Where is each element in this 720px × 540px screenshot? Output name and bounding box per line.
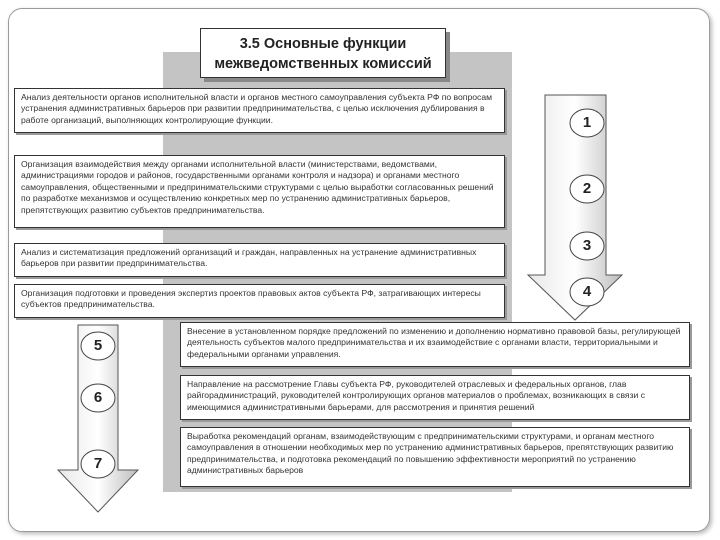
- number-3: 3: [582, 237, 592, 254]
- function-box-5: Внесение в установленном порядке предложений по изменению и дополнению нормативно правовой базы, регулирующей деятельность субъектов малого предпринимательства и их взаимодействие с органами власти, территориальными и федеральными органами управления.: [180, 322, 690, 367]
- number-6: 6: [93, 389, 103, 406]
- number-4: 4: [582, 283, 592, 300]
- function-box-7: Выработка рекомендаций органам, взаимодействующим с предпринимательскими структурами, и органам местного самоуправления в отношении необходимых мер по устранению административных барьеров, препятствующих развитию предпринимательства, и подготовка рекомендаций по повышению эффективности мероприятий по устранению административных барьеров: [180, 427, 690, 487]
- function-box-1: Анализ деятельности органов исполнительной власти и органов местного самоуправления субъекта РФ по вопросам устранения административных барьеров при развитии предпринимательства, с целью исключения дублирования в работе организаций, выполняющих контролирующие функции.: [14, 88, 505, 133]
- number-2: 2: [582, 180, 592, 197]
- number-7: 7: [93, 455, 103, 472]
- number-5: 5: [93, 337, 103, 354]
- function-box-4: Организация подготовки и проведения экспертиз проектов правовых актов субъекта РФ, затрагивающих интересы субъектов предпринимательства.: [14, 284, 505, 318]
- function-box-6: Направление на рассмотрение Главы субъекта РФ, руководителей отраслевых и федеральных органов, глав райгорадминистраций, руководителей контролирующих органов материалов о проблемах, возникающих в связи с имеющимися административными барьерами, для рассмотрения и принятия решений: [180, 375, 690, 420]
- number-1: 1: [582, 114, 592, 131]
- function-box-3: Анализ и систематизация предложений организаций и граждан, направленных на устранение административных барьеров при развитии предпринимательства.: [14, 243, 505, 277]
- function-box-2: Организация взаимодействия между органами исполнительной власти (министерствами, ведомствами, администрациями городов и районов, государственными органами контроля и надзора) и органами местного самоуправления, общественными и предпринимательскими структурами с целью выработки согласованных решений по разработке механизмов и осуществлению конкретных мер по устранению административных барьеров, препятствующих развитию субъектов предпринимательства.: [14, 155, 505, 228]
- slide-title: 3.5 Основные функции межведомственных комиссий: [200, 28, 446, 78]
